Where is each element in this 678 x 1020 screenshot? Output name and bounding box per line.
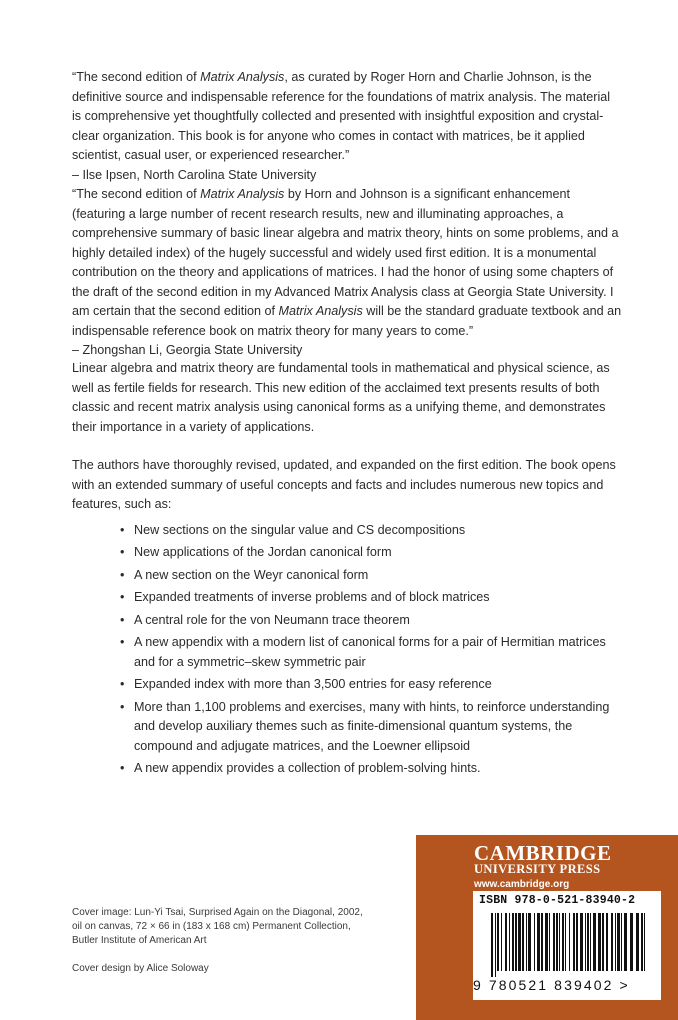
cover-image-credit: Cover image: Lun-Yi Tsai, Surprised Again on the Diagonal, 2002, oil on canvas, 72 × 66 in (183 x 168 cm) Permanent Collection, Butler Institute of American Art — [72, 907, 363, 946]
publisher-url: www.cambridge.org — [474, 879, 570, 890]
barcode-bar — [641, 913, 643, 971]
list-item: • Expanded index with more than 3,500 entries for easy reference — [120, 675, 622, 695]
barcode-bar — [587, 913, 589, 971]
list-item: • New sections on the singular value and CS decompositions — [120, 521, 622, 541]
isbn-barcode — [473, 891, 661, 1000]
list-item: • A new section on the Weyr canonical form — [120, 566, 622, 586]
barcode-bar — [569, 913, 570, 971]
features-list — [72, 521, 622, 779]
publisher-subtitle: UNIVERSITY PRESS — [474, 862, 601, 876]
barcode-bar — [644, 913, 645, 971]
barcode-bar — [497, 913, 499, 971]
book-title: Matrix Analysis — [200, 70, 285, 84]
book-title: Matrix Analysis — [200, 187, 285, 201]
review-text: will be the standard graduate textbook and an indispensable reference book on matrix theory for many years to come.” — [72, 304, 622, 338]
barcode-digits: 9 780521 839402 > — [473, 977, 630, 993]
barcode-bar — [512, 913, 514, 971]
barcode-bar — [545, 913, 548, 971]
barcode-bar — [580, 913, 583, 971]
bullet-icon: • — [120, 761, 125, 775]
isbn-label: ISBN 978-0-521-83940-2 — [479, 894, 636, 907]
list-item: • New applications of the Jordan canonical form — [120, 543, 622, 563]
barcode-bar — [621, 913, 622, 971]
bullet-icon: • — [120, 567, 125, 582]
cover-design-credit: Cover design by Alice Soloway — [72, 963, 209, 974]
bullet-icon: • — [120, 635, 125, 649]
barcode-bar — [518, 913, 521, 971]
barcode-bar — [617, 913, 620, 971]
list-item: • A new appendix with a modern list of canonical forms for a pair of Hermitian matrices and for a symmetric–skew symmetric pair — [120, 635, 606, 669]
barcode-bar — [537, 913, 540, 971]
list-item: • More than 1,100 problems and exercises, many with hints, to reinforce understanding and develop auxiliary themes such as finite-dimensional quantum systems, the compound and adjugate matrices, and the Loewner ellipsoid — [120, 699, 610, 753]
barcode-bar — [573, 913, 575, 971]
barcode-bar — [515, 913, 517, 971]
barcode-bar — [630, 913, 633, 971]
barcode-bar — [636, 913, 639, 971]
barcode-bar — [556, 913, 558, 971]
bullet-icon: • — [120, 677, 125, 691]
barcode-bar — [606, 913, 608, 971]
barcode-bar — [624, 913, 627, 971]
features-intro: The authors have thoroughly revised, updated, and expanded on the first edition. The book opens with an extended summary of useful concepts and facts and includes numerous new topics and features, such as: — [72, 458, 616, 511]
review-text: “The second edition of — [72, 70, 201, 84]
bullet-icon: • — [120, 522, 125, 537]
barcode-bar — [528, 913, 531, 971]
barcode-bar — [501, 913, 502, 971]
barcode-bar — [611, 913, 613, 971]
bullet-icon: • — [120, 545, 125, 559]
barcode-bar — [590, 913, 591, 971]
barcode-bar — [615, 913, 616, 971]
review-attribution: – Zhongshan Li, Georgia State University — [72, 343, 303, 357]
barcode-bar — [509, 913, 510, 971]
bullet-icon: • — [120, 612, 125, 627]
bullet-icon: • — [120, 699, 125, 714]
barcode-bar — [541, 913, 543, 971]
barcode-icon — [477, 913, 657, 977]
bullet-icon: • — [120, 590, 125, 604]
review-text: by Horn and Johnson is a significant enhancement (featuring a large number of recent research results, new and illuminating approaches, a comprehensive summary of basic linear algebra and matrix theory, hints on some problems, and a highly detailed index) of the hugely successful and widely used first edition. It is a monumental contribution on the theory and applications of matrices. I had the honor of using some chapters of the draft of the second edition in my Advanced Matrix Analysis class at Georgia State University. I am certain that the second edition of — [72, 187, 619, 318]
barcode-bar — [491, 913, 493, 977]
barcode-bar — [585, 913, 586, 971]
barcode-bar — [576, 913, 578, 971]
description-text: Linear algebra and matrix theory are fundamental tools in mathematical and physical science, as well as fertile fields for research. This new edition of the acclaimed text presents results of both classic and recent matrix analysis using canonical forms as a unifying theme, and demonstrates their importance in a variety of applications. — [72, 361, 610, 434]
review-li — [72, 185, 622, 361]
list-item: • A central role for the von Neumann trace theorem — [120, 611, 622, 631]
barcode-bar — [549, 913, 550, 971]
book-title: Matrix Analysis — [278, 304, 363, 318]
publisher-name: CAMBRIDGE — [474, 841, 612, 865]
barcode-bar — [505, 913, 507, 971]
review-text: , as curated by Roger Horn and Charlie Johnson, is the definitive source and indispensable reference for the foundations of matrix analysis. The material is comprehensive yet thoughtfully collected and presented with insightful exposition and crystal-clear organization. This book is for anyone who comes in contact with matrices, be it applied scientist, casual user, or experienced researcher.” — [72, 70, 611, 162]
list-item: • A new appendix provides a collection of problem-solving hints. — [120, 759, 622, 779]
barcode-bar — [534, 913, 535, 971]
barcode-bar — [522, 913, 524, 971]
review-ipsen — [72, 68, 622, 185]
barcode-bar — [526, 913, 527, 971]
barcode-bar — [565, 913, 566, 971]
cover-credits — [72, 906, 372, 976]
barcode-bar — [562, 913, 564, 971]
review-text: “The second edition of — [72, 187, 201, 201]
barcode-bar — [598, 913, 601, 971]
barcode-bar — [602, 913, 604, 971]
list-item: • Expanded treatments of inverse problems and of block matrices — [120, 588, 622, 608]
barcode-bar — [495, 913, 496, 977]
barcode-bar — [553, 913, 555, 971]
features-section — [72, 456, 622, 782]
barcode-bar — [559, 913, 560, 971]
review-attribution: – Ilse Ipsen, North Carolina State University — [72, 167, 317, 182]
barcode-bar — [593, 913, 596, 971]
book-description — [72, 359, 622, 437]
